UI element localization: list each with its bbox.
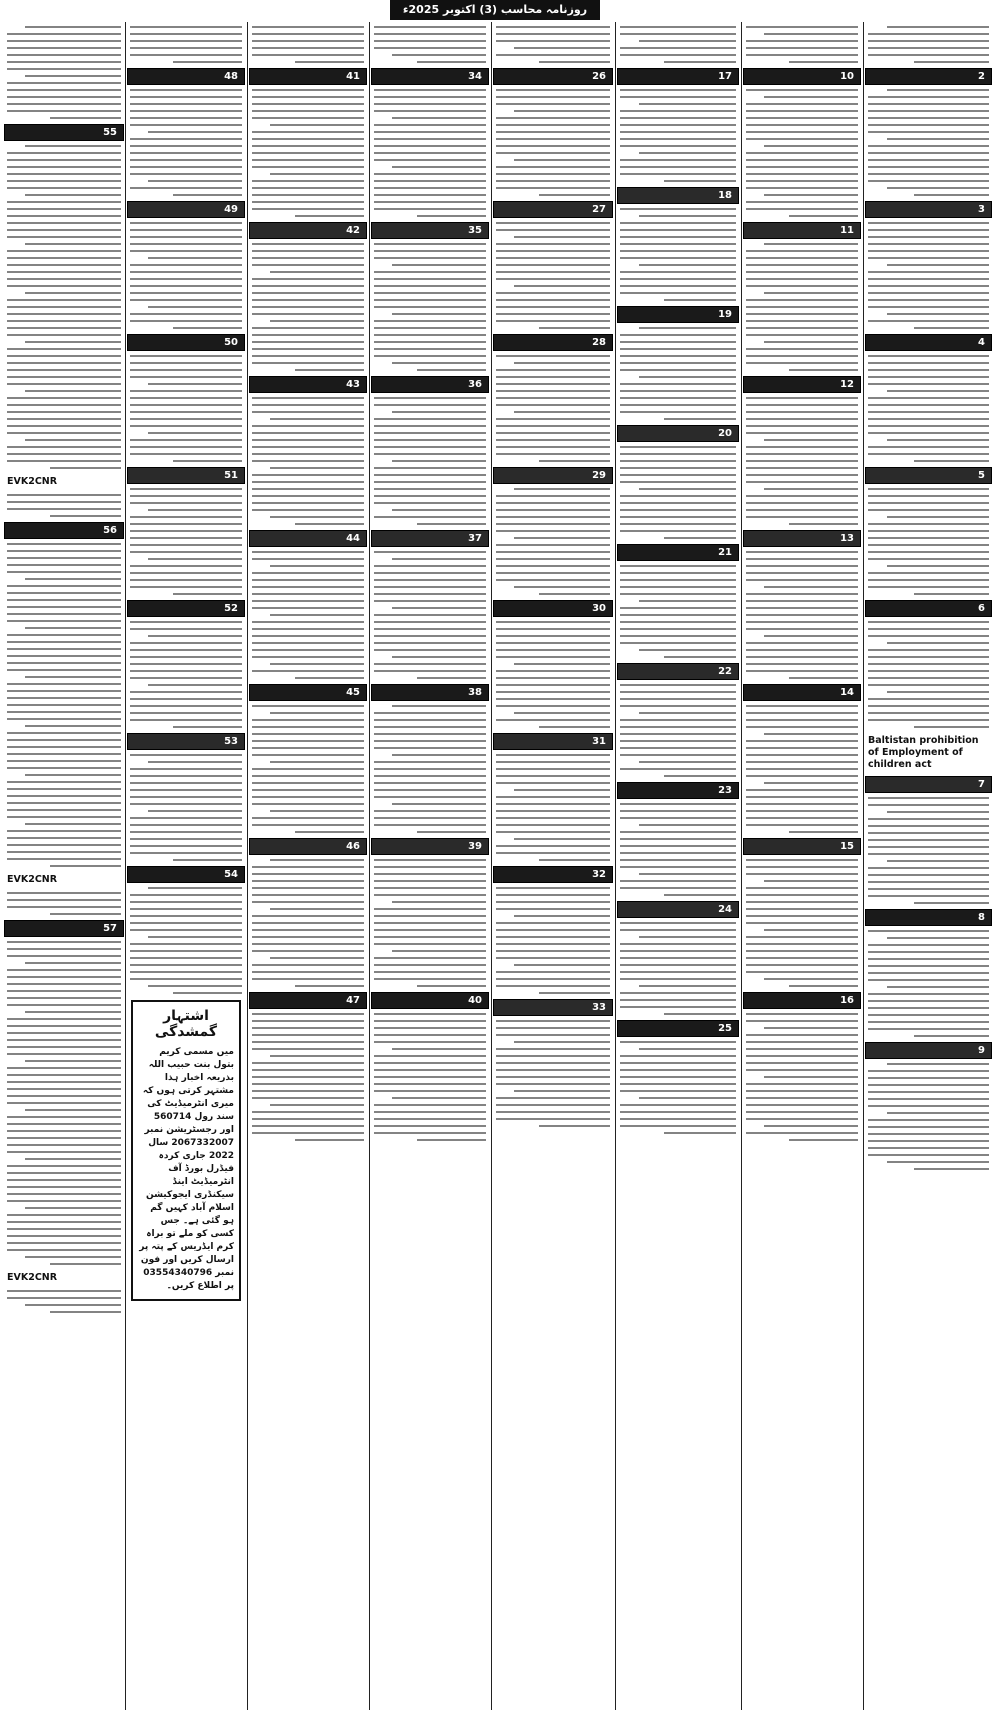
section-number-header: 54 — [127, 866, 245, 883]
section-number-header: 37 — [371, 530, 489, 547]
article-text — [127, 754, 245, 861]
article-text — [493, 222, 613, 329]
article-text — [127, 89, 245, 196]
article-text — [4, 941, 124, 1265]
section-number-header: 43 — [249, 376, 367, 393]
article-text — [865, 621, 992, 728]
section-number-header: 5 — [865, 467, 992, 484]
masthead: روزنامہ محاسب (3) اکتوبر 2025ء — [390, 0, 600, 20]
article-text — [865, 89, 992, 196]
section-number-header: 27 — [493, 201, 613, 218]
article-text — [371, 705, 489, 833]
article-text — [249, 859, 367, 987]
section-number-header: 47 — [249, 992, 367, 1009]
section-number-header: 22 — [617, 663, 739, 680]
article-text — [4, 1290, 124, 1313]
column-1 — [4, 22, 124, 1710]
article-text — [617, 208, 739, 301]
article-text — [249, 705, 367, 833]
article-text — [371, 1013, 489, 1141]
section-number-header: 20 — [617, 425, 739, 442]
column-7 — [743, 22, 861, 1710]
advert-title: اشتہار گمشدگی — [154, 1008, 218, 1040]
section-number-header: 32 — [493, 866, 613, 883]
advert-body: میں مسمی کریم بتول بنت حبیب اللہ بذریعہ اخبار ہذا مشتہر کرتی ہوں کہ میری انٹرمیڈیٹ کی سند رول 560714 اور رجسٹریشن نمبر 2067332007 سال 2022 جاری کردہ فیڈرل بورڈ آف انٹرمیڈیٹ اینڈ سیکنڈری ایجوکیشن اسلام آباد کہیں گم ہو گئی ہے۔ جس کسی کو ملے تو براہ کرم ایڈریس کے پتہ پر ارسال کریں اور فون نمبر 03554340796 پر اطلاع کریں۔ — [139, 1047, 234, 1291]
article-text — [865, 222, 992, 329]
article-text — [743, 397, 861, 525]
article-text — [371, 859, 489, 987]
english-act-title: Baltistan prohibition of Employment of children act — [868, 735, 979, 770]
article-text — [4, 892, 124, 915]
section-number-header: 57 — [4, 920, 124, 937]
section-number-header: 29 — [493, 467, 613, 484]
article-text — [4, 145, 124, 469]
article-text — [743, 89, 861, 217]
article-text — [743, 551, 861, 679]
article-text — [249, 551, 367, 679]
section-number-header: 21 — [617, 544, 739, 561]
column-4 — [371, 22, 489, 1710]
article-text — [127, 887, 245, 994]
section-number-header: 38 — [371, 684, 489, 701]
section-number-header: 46 — [249, 838, 367, 855]
section-number-header: 18 — [617, 187, 739, 204]
section-number-header: 26 — [493, 68, 613, 85]
inline-code: EVK2CNR — [7, 476, 58, 487]
inline-code: EVK2CNR — [7, 874, 58, 885]
section-number-header: 56 — [4, 522, 124, 539]
article-text — [743, 859, 861, 987]
section-number-header: 33 — [493, 999, 613, 1016]
article-text — [617, 803, 739, 896]
section-number-header: 2 — [865, 68, 992, 85]
article-text — [617, 922, 739, 1015]
article-text — [493, 488, 613, 595]
article-text — [743, 1013, 861, 1141]
article-text — [249, 1013, 367, 1141]
article-text — [4, 494, 124, 517]
section-number-header: 34 — [371, 68, 489, 85]
newspaper-page — [4, 22, 992, 1710]
section-number-header: 16 — [743, 992, 861, 1009]
article-text — [127, 488, 245, 595]
section-number-header: 40 — [371, 992, 489, 1009]
section-number-header: 11 — [743, 222, 861, 239]
section-number-header: 31 — [493, 733, 613, 750]
column-5 — [493, 22, 613, 1710]
section-number-header: 17 — [617, 68, 739, 85]
section-number-header: 10 — [743, 68, 861, 85]
section-number-header: 35 — [371, 222, 489, 239]
inline-code: EVK2CNR — [7, 1272, 58, 1283]
section-number-header: 23 — [617, 782, 739, 799]
article-text — [493, 754, 613, 861]
section-number-header: 19 — [617, 306, 739, 323]
article-text — [249, 89, 367, 217]
article-text — [493, 1020, 613, 1127]
article-text — [617, 565, 739, 658]
section-number-header: 24 — [617, 901, 739, 918]
article-text — [493, 621, 613, 728]
article-text — [617, 89, 739, 182]
article-text — [371, 89, 489, 217]
section-number-header: 15 — [743, 838, 861, 855]
column-8 — [865, 22, 992, 1710]
article-text — [371, 26, 489, 63]
article-text — [865, 26, 992, 63]
article-text — [249, 243, 367, 371]
section-number-header: 51 — [127, 467, 245, 484]
article-text — [617, 684, 739, 777]
article-text — [4, 543, 124, 867]
column-6 — [617, 22, 739, 1710]
article-text — [617, 327, 739, 420]
section-number-header: 52 — [127, 600, 245, 617]
article-text — [371, 243, 489, 371]
article-text — [865, 1063, 992, 1170]
column-2 — [127, 22, 245, 1710]
section-number-header: 8 — [865, 909, 992, 926]
section-number-header: 13 — [743, 530, 861, 547]
article-text — [127, 26, 245, 63]
article-text — [371, 397, 489, 525]
article-text — [865, 797, 992, 904]
section-number-header: 55 — [4, 124, 124, 141]
section-number-header: 45 — [249, 684, 367, 701]
article-text — [743, 26, 861, 63]
article-text — [865, 355, 992, 462]
section-number-header: 6 — [865, 600, 992, 617]
article-text — [617, 26, 739, 63]
section-number-header: 49 — [127, 201, 245, 218]
article-text — [865, 488, 992, 595]
article-text — [743, 243, 861, 371]
article-text — [127, 355, 245, 462]
section-number-header: 28 — [493, 334, 613, 351]
column-3 — [249, 22, 367, 1710]
article-text — [493, 355, 613, 462]
article-text — [617, 1041, 739, 1134]
article-text — [493, 26, 613, 63]
article-text — [493, 89, 613, 196]
article-text — [127, 222, 245, 329]
section-number-header: 50 — [127, 334, 245, 351]
article-text — [249, 397, 367, 525]
article-text — [4, 26, 124, 119]
section-number-header: 39 — [371, 838, 489, 855]
article-text — [249, 26, 367, 63]
section-number-header: 7 — [865, 776, 992, 793]
section-number-header: 9 — [865, 1042, 992, 1059]
section-number-header: 14 — [743, 684, 861, 701]
article-text — [865, 930, 992, 1037]
article-text — [127, 621, 245, 728]
section-number-header: 12 — [743, 376, 861, 393]
article-text — [743, 705, 861, 833]
section-number-header: 30 — [493, 600, 613, 617]
article-text — [493, 887, 613, 994]
section-number-header: 44 — [249, 530, 367, 547]
section-number-header: 53 — [127, 733, 245, 750]
article-text — [617, 446, 739, 539]
section-number-header: 41 — [249, 68, 367, 85]
section-number-header: 3 — [865, 201, 992, 218]
section-number-header: 25 — [617, 1020, 739, 1037]
section-number-header: 48 — [127, 68, 245, 85]
article-text — [371, 551, 489, 679]
section-number-header: 36 — [371, 376, 489, 393]
section-number-header: 4 — [865, 334, 992, 351]
lost-certificate-advert — [131, 1000, 241, 1301]
section-number-header: 42 — [249, 222, 367, 239]
